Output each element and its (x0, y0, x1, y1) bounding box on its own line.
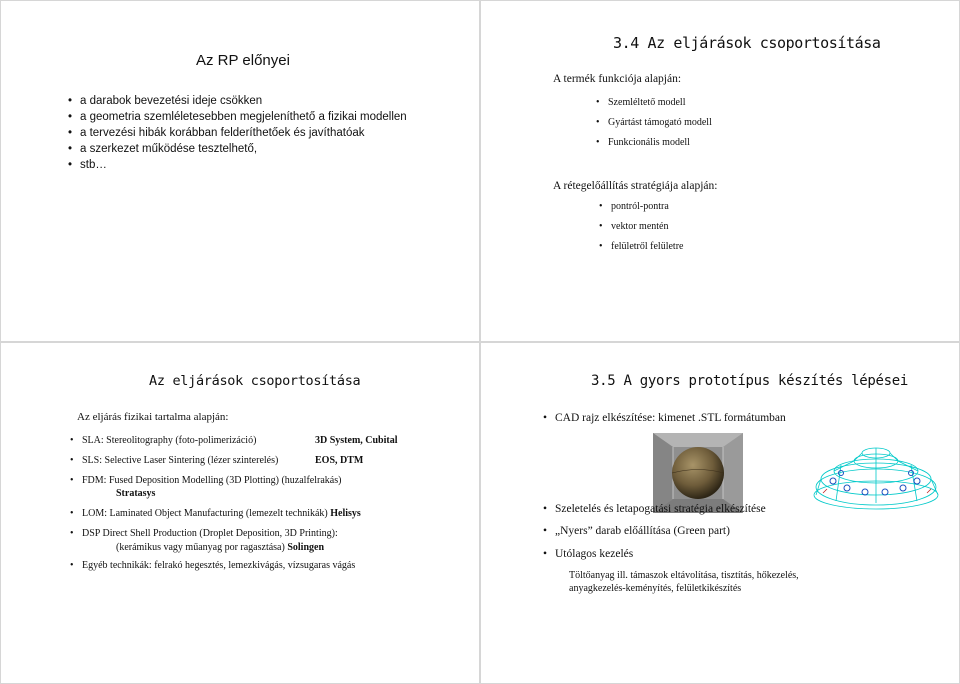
slide-rp-steps-3-5 (480, 342, 960, 684)
company-label: Solingen (287, 542, 325, 553)
slide-process-grouping-physical (0, 342, 480, 684)
list-item: • a geometria szemléletesebben megjeleníthető a fizikai modellen (80, 111, 407, 123)
slide-title: 3.4 Az eljárások csoportosítása (613, 34, 881, 52)
list-item: • CAD rajz elkészítése: kimenet .STL formátumban (555, 412, 786, 424)
company-label: EOS, DTM (315, 455, 364, 466)
list-item: • FDM: Fused Deposition Modelling (3D Plotting) (huzalfelrakás) (82, 475, 341, 486)
slide-title: Az eljárások csoportosítása (149, 373, 361, 389)
list-item: • Szemléltető modell (608, 97, 685, 108)
list-item: • stb… (80, 159, 107, 171)
list-item-continuation (116, 542, 324, 553)
list-item: • vektor mentén (611, 221, 668, 232)
company-label: Helisys (330, 508, 361, 519)
list-item: • Utólagos kezelés (555, 548, 633, 560)
list-item: • „Nyers” darab előállítása (Green part) (555, 525, 730, 537)
list-item: • Egyéb technikák: felrakó hegesztés, lemezkivágás, vízsugaras vágás (82, 560, 355, 571)
slide-process-grouping-3-4 (480, 0, 960, 342)
sub-text: Töltőanyag ill. támaszok eltávolítása, tisztítás, hőkezelés, (569, 570, 799, 581)
company-label: Stratasys (116, 488, 156, 499)
list-item: • a tervezési hibák korábban felderíthetőek és javíthatóak (80, 127, 364, 139)
list-item-row (82, 508, 361, 519)
list-item: • Gyártást támogató modell (608, 117, 712, 128)
wireframe-part-image (811, 435, 951, 513)
list-item: • Funkcionális modell (608, 137, 690, 148)
sphere-model-image (653, 433, 743, 513)
list-item: • LOM: Laminated Object Manufacturing (lemezelt technikák) (82, 508, 328, 519)
sub-text: anyagkezelés-keményítés, felületkikészítés (569, 583, 742, 594)
company-label: 3D System, Cubital (315, 435, 398, 446)
section-heading: A rétegelőállítás stratégiája alapján: (553, 180, 718, 192)
list-item: • SLS: Selective Laser Sintering (lézer szinterelés) (82, 455, 278, 466)
slide-rp-advantages (0, 0, 480, 342)
list-item: • felületről felületre (611, 241, 683, 252)
section-heading: A termék funkciója alapján: (553, 73, 682, 85)
list-item: • a szerkezet működése tesztelhető, (80, 143, 257, 155)
item-detail: (kerámikus vagy műanyag por ragasztása) (116, 542, 285, 553)
list-item: • Szeletelés és letapogatási stratégia elkészítése (555, 503, 766, 515)
list-item: • a darabok bevezetési ideje csökken (80, 95, 262, 107)
slide-title: Az RP előnyei (196, 52, 290, 69)
slide-title: 3.5 A gyors prototípus készítés lépései (591, 373, 909, 389)
list-item: • SLA: Stereolitography (foto-polimerizáció) (82, 435, 256, 446)
section-heading: Az eljárás fizikai tartalma alapján: (77, 411, 229, 423)
list-item: • DSP Direct Shell Production (Droplet Deposition, 3D Printing): (82, 528, 338, 539)
list-item: • pontról-pontra (611, 201, 669, 212)
